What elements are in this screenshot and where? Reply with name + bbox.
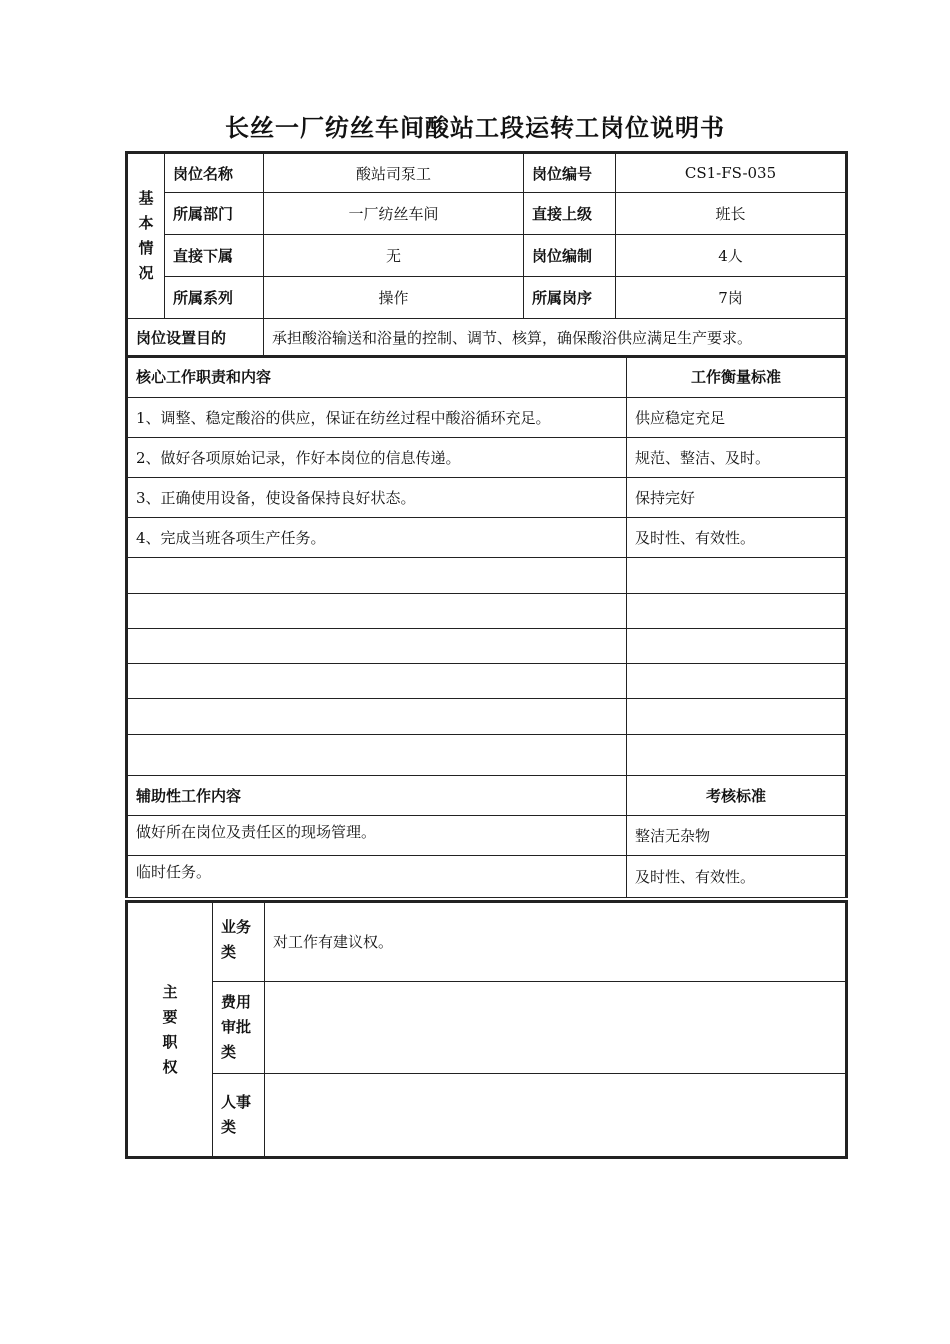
value-supervisor: 班长 — [616, 193, 847, 235]
authority-section-char: 权 — [162, 1057, 178, 1076]
core-duty-item: 4、完成当班各项生产任务。 — [127, 518, 627, 558]
value-headcount: 4人 — [616, 235, 847, 277]
empty-cell — [127, 558, 627, 594]
aux-duty-item: 做好所在岗位及责任区的现场管理。 — [127, 816, 627, 856]
label-supervisor: 直接上级 — [524, 193, 616, 235]
category-line: 业务 — [221, 918, 252, 936]
value-subordinates: 无 — [264, 235, 524, 277]
label-department: 所属部门 — [165, 193, 264, 235]
value-rank: 7岗 — [616, 277, 847, 319]
label-headcount: 岗位编制 — [524, 235, 616, 277]
basic-section-char: 基 — [138, 189, 154, 207]
label-position-code: 岗位编号 — [524, 153, 616, 193]
category-line: 人事 — [221, 1093, 252, 1111]
page-title: 长丝一厂纺丝车间酸站工段运转工岗位说明书 — [225, 114, 725, 142]
aux-standard-item: 及时性、有效性。 — [627, 856, 847, 898]
authority-category-personnel — [213, 1074, 265, 1158]
basic-info-table — [125, 151, 848, 358]
empty-cell — [627, 735, 847, 776]
category-line: 类 — [221, 1118, 237, 1136]
basic-section-label — [127, 153, 165, 319]
empty-cell — [627, 558, 847, 594]
empty-cell — [627, 629, 847, 664]
basic-section-char: 情 — [138, 239, 154, 257]
core-standard-item: 供应稳定充足 — [627, 398, 847, 438]
label-rank: 所属岗序 — [524, 277, 616, 319]
category-line: 费用 — [221, 993, 252, 1011]
duties-table — [125, 355, 848, 898]
authority-category-expense — [213, 982, 265, 1074]
label-purpose: 岗位设置目的 — [127, 319, 264, 357]
core-standard-item: 及时性、有效性。 — [627, 518, 847, 558]
authority-section-char: 主 — [162, 982, 178, 1001]
authority-table — [125, 900, 848, 1159]
category-line: 类 — [221, 943, 237, 961]
value-department: 一厂纺丝车间 — [264, 193, 524, 235]
core-standard-item: 规范、整洁、及时。 — [627, 438, 847, 478]
aux-standard-item: 整洁无杂物 — [627, 816, 847, 856]
value-purpose: 承担酸浴输送和浴量的控制、调节、核算，确保酸浴供应满足生产要求。 — [264, 319, 847, 357]
core-duty-item: 2、做好各项原始记录，作好本岗位的信息传递。 — [127, 438, 627, 478]
empty-cell — [127, 629, 627, 664]
authority-content-personnel — [265, 1074, 847, 1158]
empty-cell — [127, 594, 627, 629]
authority-category-business — [213, 902, 265, 982]
category-line: 类 — [221, 1043, 237, 1061]
core-duty-item: 3、正确使用设备，使设备保持良好状态。 — [127, 478, 627, 518]
empty-cell — [127, 735, 627, 776]
value-series: 操作 — [264, 277, 524, 319]
value-position-name: 酸站司泵工 — [264, 153, 524, 193]
authority-content-business: 对工作有建议权。 — [265, 902, 847, 982]
empty-cell — [127, 664, 627, 699]
core-standard-header: 工作衡量标准 — [627, 356, 847, 398]
category-line: 审批 — [221, 1018, 252, 1036]
authority-section-char: 要 — [162, 1007, 178, 1026]
basic-section-char: 况 — [138, 264, 154, 282]
authority-section-label — [127, 902, 213, 1158]
label-subordinates: 直接下属 — [165, 235, 264, 277]
label-series: 所属系列 — [165, 277, 264, 319]
empty-cell — [627, 594, 847, 629]
authority-section-char: 职 — [162, 1032, 178, 1051]
aux-duties-header: 辅助性工作内容 — [127, 776, 627, 816]
core-standard-item: 保持完好 — [627, 478, 847, 518]
core-duty-item: 1、调整、稳定酸浴的供应，保证在纺丝过程中酸浴循环充足。 — [127, 398, 627, 438]
empty-cell — [127, 699, 627, 735]
empty-cell — [627, 699, 847, 735]
authority-content-expense — [265, 982, 847, 1074]
core-duties-header: 核心工作职责和内容 — [127, 356, 627, 398]
basic-section-char: 本 — [138, 214, 154, 232]
aux-duty-item: 临时任务。 — [127, 856, 627, 898]
empty-cell — [627, 664, 847, 699]
value-position-code: CS1-FS-035 — [616, 153, 847, 193]
aux-standard-header: 考核标准 — [627, 776, 847, 816]
label-position-name: 岗位名称 — [165, 153, 264, 193]
